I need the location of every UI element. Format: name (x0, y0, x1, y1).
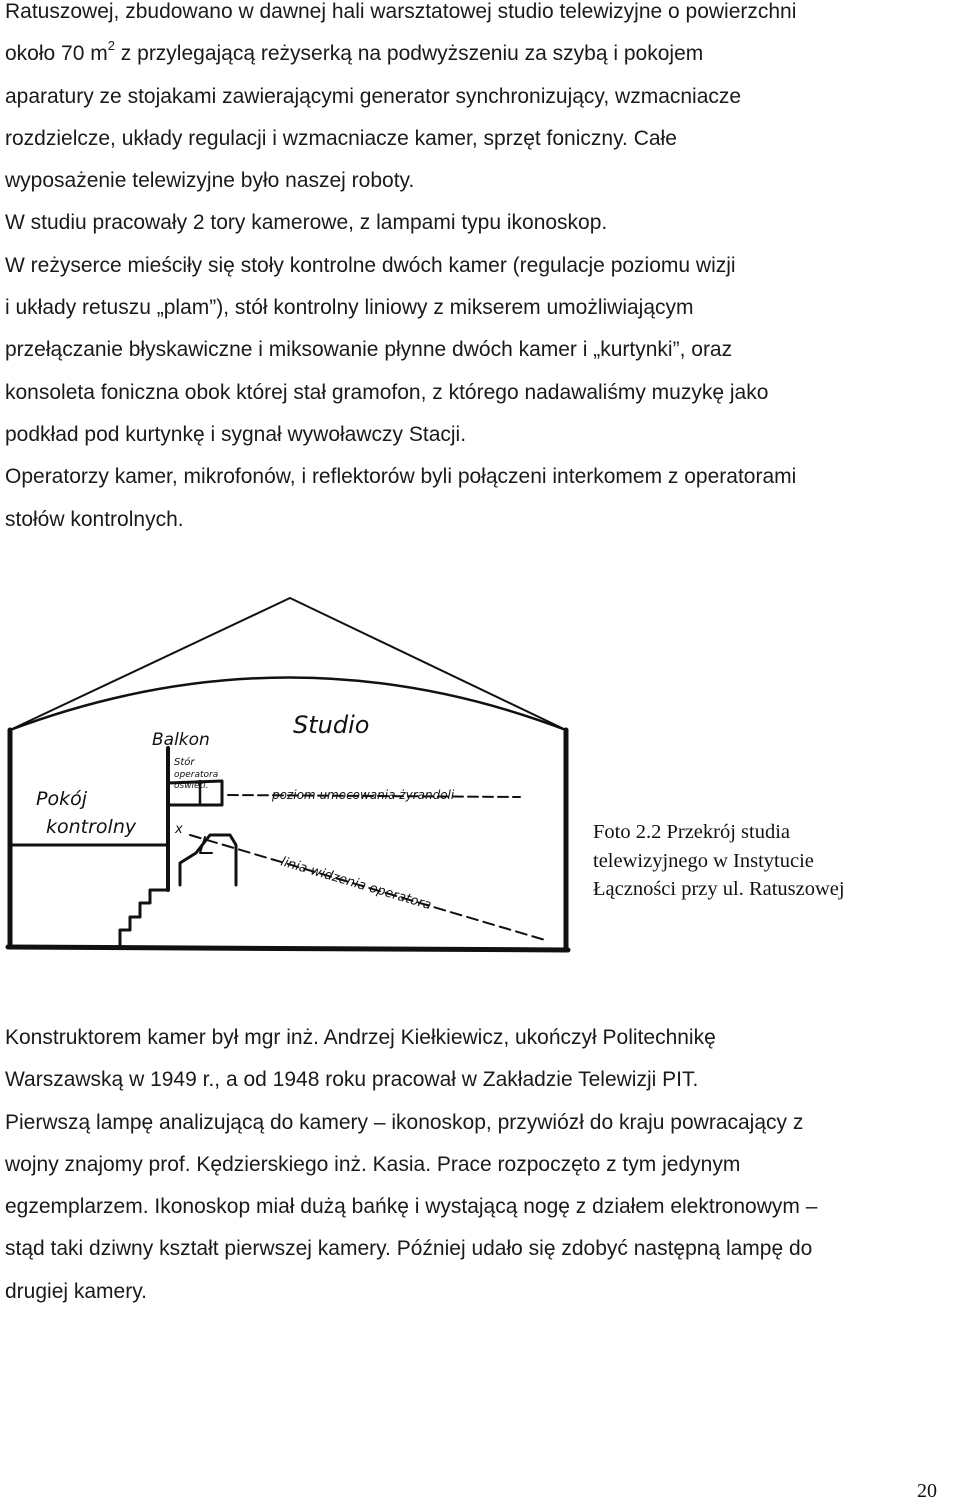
text-line: Konstruktorem kamer był mgr inż. Andrzej Kiełkiewicz, ukończył Politechnikę (5, 1026, 716, 1049)
text-line: rozdzielcze, układy regulacji i wzmacniacze kamer, sprzęt foniczny. Całe (5, 126, 677, 150)
text-line: drugiej kamery. (5, 1279, 147, 1303)
console-shape (180, 835, 236, 885)
text-line: Pierwszą lampę analizującą do kamery – ikonoskop, przywiózł do kraju powracający z (5, 1110, 804, 1134)
figure-caption (593, 818, 913, 904)
studio-label: Studio (293, 711, 370, 739)
text-line: aparatury ze stojakami zawierającymi generator synchronizujący, wzmacniacze (5, 84, 742, 108)
operator-label-2: operatora (174, 770, 219, 780)
operator-label-3: oświetl. (174, 781, 209, 791)
top-paragraph (5, 0, 955, 541)
text-line: stąd taki dziwny kształt pierwszej kamery. Później udało się zdobyć następną lampę do (5, 1237, 813, 1261)
text-line: Warszawską w 1949 r., a od 1948 roku pracował w Zakładzie Telewizji PIT. (5, 1068, 699, 1092)
text-line: i układy retuszu „plam”), stół kontrolny liniowy z mikserem umożliwiającym (5, 296, 694, 320)
text-fragment: około 70 m (5, 42, 108, 66)
studio-cross-section-diagram (0, 585, 580, 965)
text-line: W reżyserce mieściły się stoły kontrolne dwóch kamer (regulacje poziomu wizji (5, 253, 736, 277)
page-number: 20 (917, 1480, 937, 1502)
roof-left-line (10, 598, 290, 730)
text-line: Operatorzy kamer, mikrofonów, i reflektorów byli połączeni interkomem z operatorami (5, 465, 797, 489)
camera-mark: x (175, 822, 183, 837)
text-line: Ratuszowej, zbudowano w dawnej hali warsztatowej studio telewizyjne o powierzchni (5, 0, 797, 23)
operator-label-1: Stór (174, 757, 195, 768)
text-line: wojny znajomy prof. Kędzierskiego inż. Kasia. Prace rozpoczęto z tym jedynym (5, 1152, 741, 1176)
text-line: konsoleta foniczna obok której stał gramofon, z którego nadawaliśmy muzykę jako (5, 380, 769, 404)
sight-line-label: linia widzenia operatora (278, 854, 434, 914)
text-line: przełączanie błyskawiczne i miksowanie płynne dwóch kamer i „kurtynki”, oraz (5, 338, 733, 362)
control-room-label-2: kontrolny (46, 816, 137, 838)
caption-line: Łączności przy ul. Ratuszowej (593, 878, 845, 900)
balcony-label: Balkon (152, 730, 210, 750)
text-line: W studiu pracowały 2 tory kamerowe, z lampami typu ikonoskop. (5, 211, 608, 235)
caption-line: Foto 2.2 Przekrój studia (593, 821, 791, 843)
ceiling-arch (10, 678, 566, 731)
control-room-label-1: Pokój (36, 788, 87, 810)
text-line: wyposażenie telewizyjne było naszej roboty. (5, 169, 415, 193)
superscript: 2 (107, 38, 115, 54)
text-line: stołów kontrolnych. (5, 507, 184, 531)
bottom-paragraph (5, 1017, 955, 1313)
chandelier-level-label: poziom umocowania żyrandoli (272, 788, 455, 802)
text-line: podkład pod kurtynkę i sygnał wywoławczy Stacji. (5, 422, 467, 446)
text-line: egzemplarzem. Ikonoskop miał dużą bańkę i wystającą nogę z działem elektronowym – (5, 1195, 818, 1219)
text-line (5, 33, 955, 75)
caption-line: telewizyjnego w Instytucie (593, 849, 814, 872)
floor-line (8, 947, 568, 950)
text-fragment: z przylegającą reżyserką na podwyższeniu za szybą i pokojem (114, 42, 704, 66)
stairs (120, 890, 168, 947)
